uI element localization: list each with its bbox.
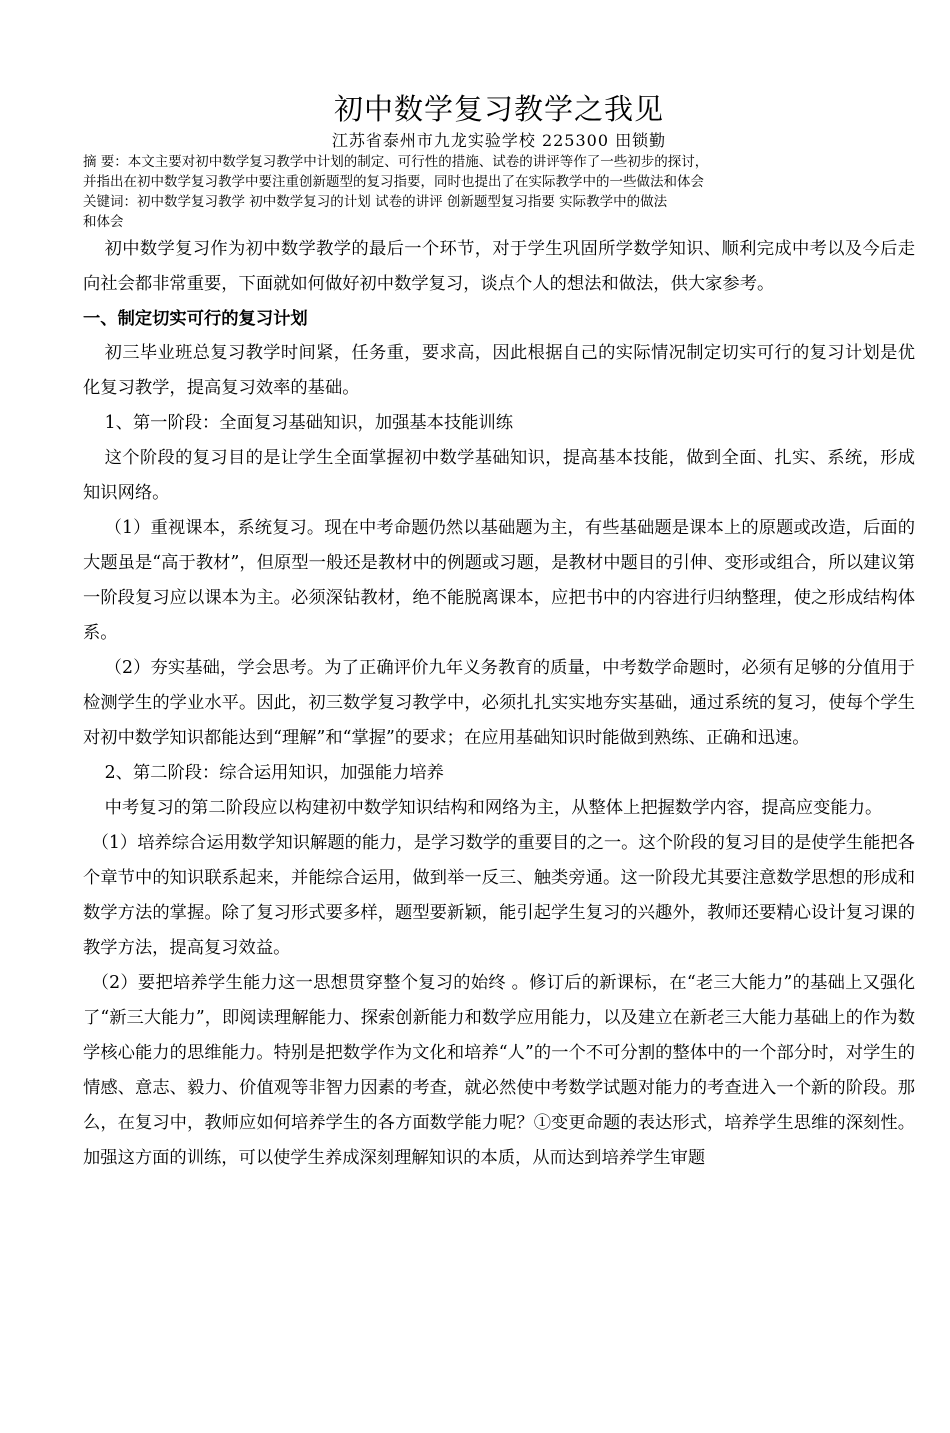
intro-paragraph: 初中数学复习作为初中数学教学的最后一个环节，对于学生巩固所学数学知识、顺利完成中考以及今后走向社会都非常重要，下面就如何做好初中数学复习，谈点个人的想法和做法，供大家参考。 — [83, 239, 915, 294]
body-paragraph: 这个阶段的复习目的是让学生全面掌握初中数学基础知识，提高基本技能，做到全面、扎实、系统，形成知识网络。 — [83, 448, 915, 503]
subsection-heading: 1、第一阶段：全面复习基础知识，加强基本技能训练 — [104, 413, 514, 433]
keywords — [83, 192, 915, 232]
section-heading: 一、制定切实可行的复习计划 — [83, 309, 308, 329]
body-paragraph: （2）要把培养学生能力这一思想贯穿整个复习的始终 。修订后的新课标，在“老三大能力”的基础上又强化了“新三大能力”，即阅读理解能力、探索创新能力和数学应用能力，以及建立在新老三大能力基础上的作为数学核心能力的思维能力。特别是把数学作为文化和培养“人”的一个不可分割的整体中的一个部分时，对学生的情感、意志、毅力、价值观等非智力因素的考查，就必然使中考数学试题对能力的考查进入一个新的阶段。那么，在复习中，教师应如何培养学生的各方面数学能力呢？①变更命题的表达形式，培养学生思维的深刻性。加强这方面的训练，可以使学生养成深刻理解知识的本质，从而达到培养学生审题 — [83, 973, 915, 1168]
document-page — [83, 88, 915, 1176]
body-paragraph: 中考复习的第二阶段应以构建初中数学知识结构和网络为主，从整体上把握数学内容，提高应变能力。 — [104, 798, 883, 818]
keywords-line: 和体会 — [83, 214, 124, 230]
author-affiliation: 江苏省泰州市九龙实验学校 225300 田锁勤 — [331, 131, 667, 150]
keywords-line: 关键词：初中数学复习教学 初中数学复习的计划 试卷的讲评 创新题型复习指要 实际教学中的做法 — [83, 194, 668, 210]
abstract-line: 摘 要：本文主要对初中数学复习教学中计划的制定、可行性的措施、试卷的讲评等作了一些初步的探讨， — [83, 154, 709, 170]
abstract — [83, 152, 915, 192]
body-paragraph: （1）重视课本，系统复习。现在中考命题仍然以基础题为主，有些基础题是课本上的原题或改造，后面的大题虽是“高于教材”，但原型一般还是教材中的例题或习题，是教材中题目的引伸、变形或组合，所以建议第一阶段复习应以课本为主。必须深钻教材，绝不能脱离课本，应把书中的内容进行归纳整理，使之形成结构体系。 — [83, 518, 915, 643]
abstract-line: 并指出在初中数学复习教学中要注重创新题型的复习指要，同时也提出了在实际教学中的一些做法和体会 — [83, 174, 704, 190]
body-paragraph: 初三毕业班总复习教学时间紧，任务重，要求高，因此根据自己的实际情况制定切实可行的复习计划是优化复习教学，提高复习效率的基础。 — [83, 343, 915, 398]
page-title: 初中数学复习教学之我见 — [333, 92, 664, 126]
subsection-heading: 2、第二阶段：综合运用知识，加强能力培养 — [104, 763, 444, 783]
body-paragraph: （2）夯实基础，学会思考。为了正确评价九年义务教育的质量，中考数学命题时，必须有足够的分值用于检测学生的学业水平。因此，初三数学复习教学中，必须扎扎实实地夯实基础，通过系统的复习，使每个学生对初中数学知识都能达到“理解”和“掌握”的要求；在应用基础知识时能做到熟练、正确和迅速。 — [83, 658, 915, 748]
body-paragraph: （1）培养综合运用数学知识解题的能力，是学习数学的重要目的之一。这个阶段的复习目的是使学生能把各个章节中的知识联系起来，并能综合运用，做到举一反三、触类旁通。这一阶段尤其要注意数学思想的形成和数学方法的掌握。除了复习形式要多样，题型要新颖，能引起学生复习的兴趣外，教师还要精心设计复习课的教学方法，提高复习效益。 — [83, 833, 915, 958]
